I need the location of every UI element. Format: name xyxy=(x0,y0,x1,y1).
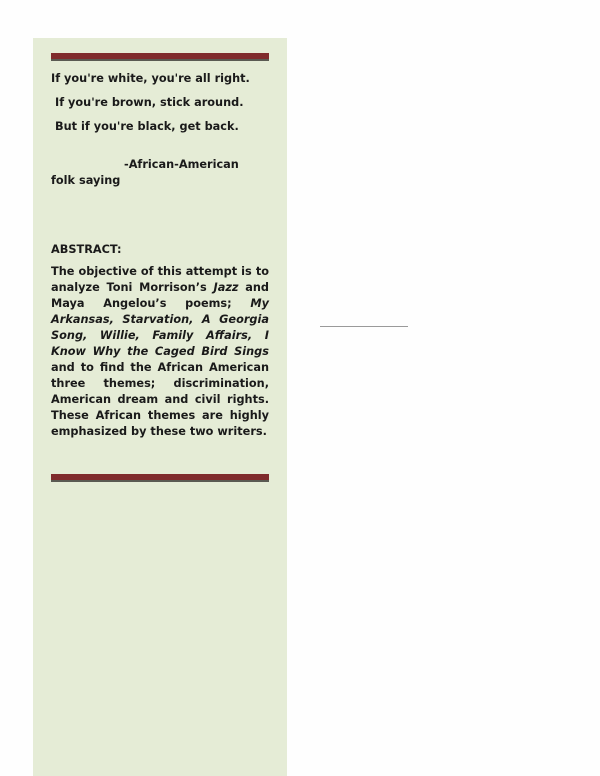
epigraph-attribution xyxy=(51,157,269,189)
abstract-poem-titles: My Arkansas, Starvation, A Georgia Song, Willie, Family Affairs, I Know Why the Caged Bird Sings xyxy=(51,297,269,358)
sidebar-content xyxy=(51,71,269,440)
abstract-body xyxy=(51,264,269,440)
epigraph-line-3: But if you're black, get back. xyxy=(55,120,239,133)
sidebar-panel xyxy=(33,38,287,776)
bottom-divider xyxy=(51,474,269,480)
abstract-text-3: and to find the African American three themes; discrimination, American dream and civil rights. These African themes are highly emphasized by these two writers. xyxy=(51,361,269,438)
abstract-heading: ABSTRACT: xyxy=(51,243,122,256)
attribution-line-1: -African-American xyxy=(124,158,239,171)
abstract-text-1: The objective of this attempt is to analyze Toni Morrison’s xyxy=(51,265,269,294)
epigraph-line-2: If you're brown, stick around. xyxy=(55,96,244,109)
abstract-text-2: and Maya Angelou’s poems; xyxy=(51,281,269,310)
epigraph xyxy=(51,71,269,135)
attribution-line-2: folk saying xyxy=(51,174,121,187)
epigraph-line-1: If you're white, you're all right. xyxy=(51,72,250,85)
top-divider xyxy=(51,53,269,59)
horizontal-line xyxy=(320,326,408,327)
abstract-title-jazz: Jazz xyxy=(213,281,239,294)
